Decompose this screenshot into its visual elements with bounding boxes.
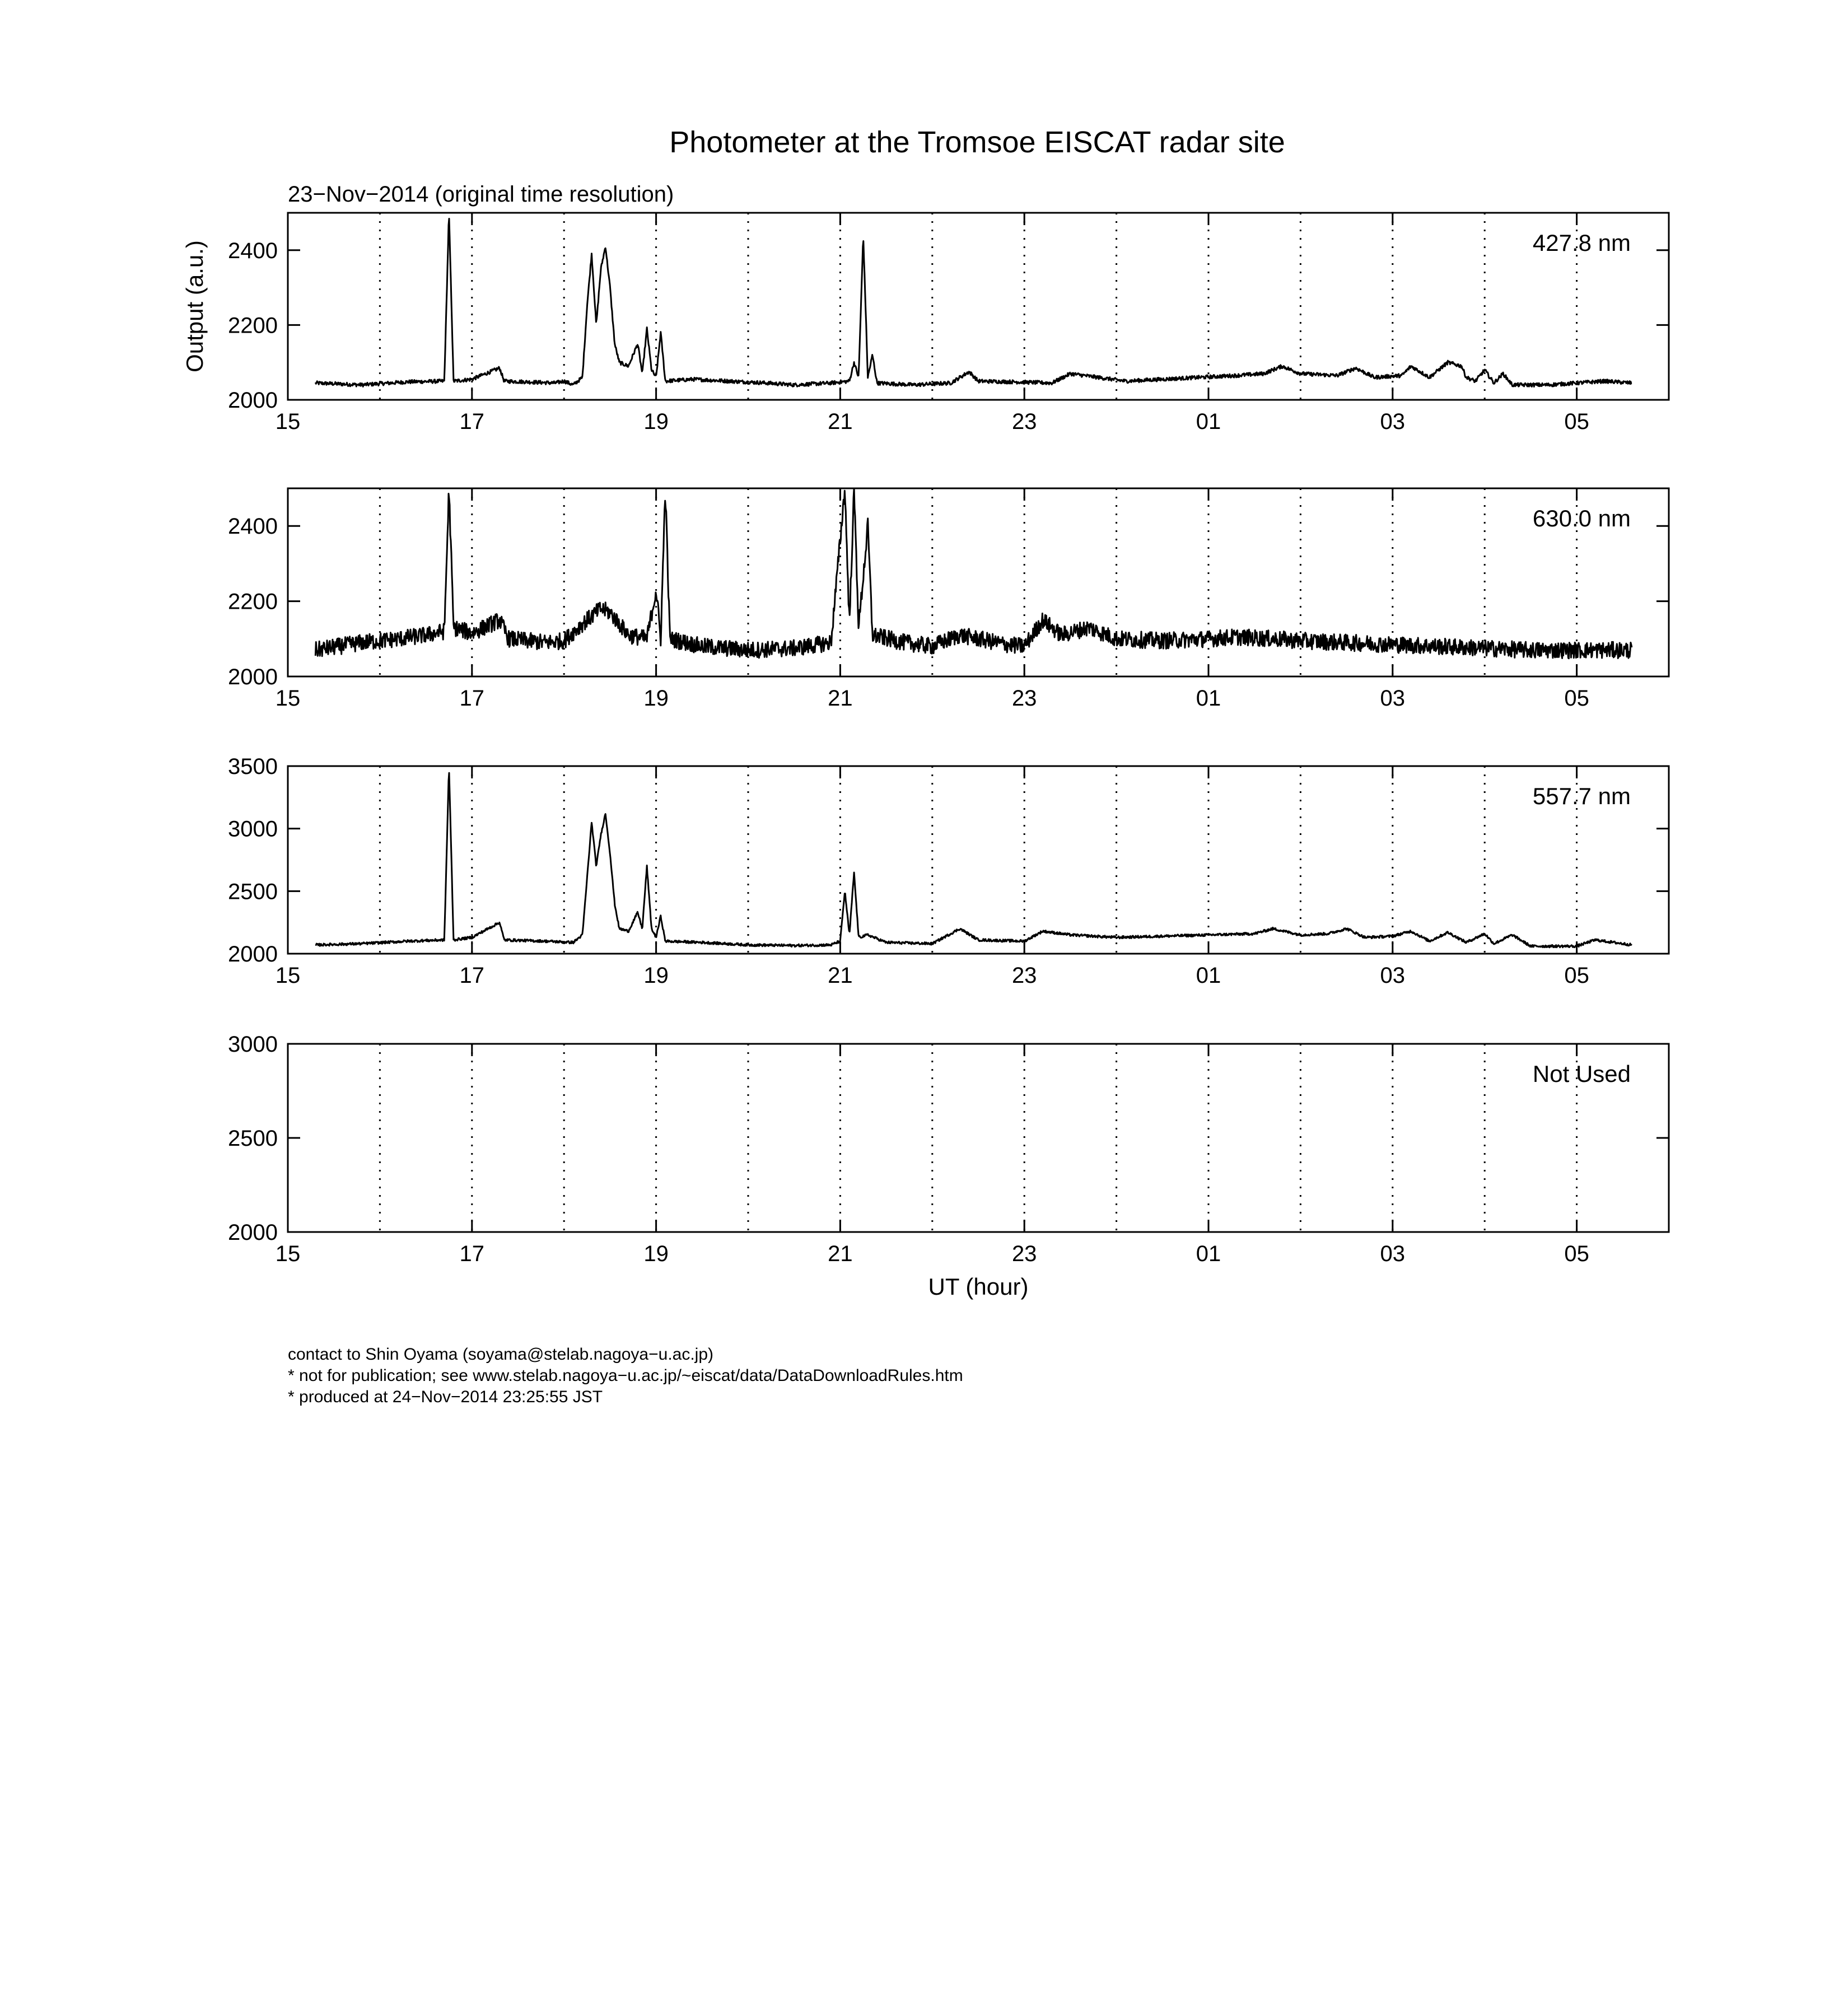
y-tick-label: 3000: [228, 816, 278, 842]
x-tick-label: 19: [643, 963, 669, 988]
x-tick-label: 05: [1564, 963, 1589, 988]
y-tick-label: 2400: [228, 238, 278, 263]
panel-2: [228, 488, 1669, 711]
panel-3: [228, 754, 1669, 988]
y-tick-label: 2500: [228, 1126, 278, 1151]
y-tick-label: 2000: [228, 942, 278, 967]
x-tick-label: 21: [828, 409, 853, 434]
y-tick-label: 3500: [228, 754, 278, 779]
panel-label: 630.0 nm: [1532, 505, 1631, 531]
x-tick-label: 19: [643, 686, 669, 711]
footer-notes: [288, 1344, 963, 1408]
x-tick-label: 23: [1011, 1242, 1037, 1266]
x-tick-label: 15: [275, 686, 301, 711]
x-tick-label: 15: [275, 963, 301, 988]
panel-label: 427.8 nm: [1532, 230, 1631, 256]
y-axis-label: Output (a.u.): [181, 240, 208, 372]
y-tick-label: 2200: [228, 313, 278, 338]
plot-frame: [288, 213, 1669, 400]
x-tick-label: 17: [459, 1242, 485, 1266]
series-line: [315, 219, 1632, 387]
x-tick-label: 15: [275, 1242, 301, 1266]
x-tick-label: 01: [1196, 409, 1221, 434]
x-tick-label: 19: [643, 409, 669, 434]
footer-produced: * produced at 24−Nov−2014 23:25:55 JST: [288, 1388, 603, 1406]
x-tick-label: 01: [1196, 686, 1221, 711]
figure-subtitle: 23−Nov−2014 (original time resolution): [288, 182, 674, 207]
x-tick-label: 17: [459, 686, 485, 711]
x-tick-label: 03: [1380, 1242, 1406, 1266]
panel-label: 557.7 nm: [1532, 783, 1631, 809]
plot-frame: [288, 1044, 1669, 1232]
x-tick-label: 01: [1196, 963, 1221, 988]
x-tick-label: 03: [1380, 963, 1406, 988]
series-line: [315, 773, 1632, 948]
x-axis-label: UT (hour): [928, 1273, 1029, 1300]
x-tick-label: 23: [1011, 686, 1037, 711]
x-tick-label: 21: [828, 686, 853, 711]
panel-1: [181, 213, 1669, 434]
x-tick-label: 01: [1196, 1242, 1221, 1266]
x-tick-label: 23: [1011, 963, 1037, 988]
x-tick-label: 05: [1564, 409, 1589, 434]
x-tick-label: 03: [1380, 686, 1406, 711]
panel-label: Not Used: [1532, 1061, 1631, 1087]
y-tick-label: 2500: [228, 879, 278, 904]
series-line: [315, 488, 1632, 659]
x-tick-label: 05: [1564, 686, 1589, 711]
panels-group: [181, 213, 1669, 1300]
x-tick-label: 17: [459, 963, 485, 988]
figure-title: Photometer at the Tromsoe EISCAT radar site: [669, 125, 1285, 159]
footer-rules: * not for publication; see www.stelab.nagoya−u.ac.jp/~eiscat/data/DataDownloadRules.htm: [288, 1366, 963, 1385]
y-tick-label: 2000: [228, 1220, 278, 1245]
y-tick-label: 2000: [228, 665, 278, 689]
x-tick-label: 17: [459, 409, 485, 434]
footer-contact: contact to Shin Oyama (soyama@stelab.nagoya−u.ac.jp): [288, 1345, 714, 1364]
y-tick-label: 2400: [228, 514, 278, 539]
x-tick-label: 19: [643, 1242, 669, 1266]
x-tick-label: 23: [1011, 409, 1037, 434]
x-tick-label: 05: [1564, 1242, 1589, 1266]
y-tick-label: 2200: [228, 589, 278, 614]
panel-4: [228, 1032, 1669, 1300]
y-tick-label: 2000: [228, 388, 278, 413]
x-tick-label: 15: [275, 409, 301, 434]
x-tick-label: 21: [828, 963, 853, 988]
x-tick-label: 03: [1380, 409, 1406, 434]
y-tick-label: 3000: [228, 1032, 278, 1057]
x-tick-label: 21: [828, 1242, 853, 1266]
